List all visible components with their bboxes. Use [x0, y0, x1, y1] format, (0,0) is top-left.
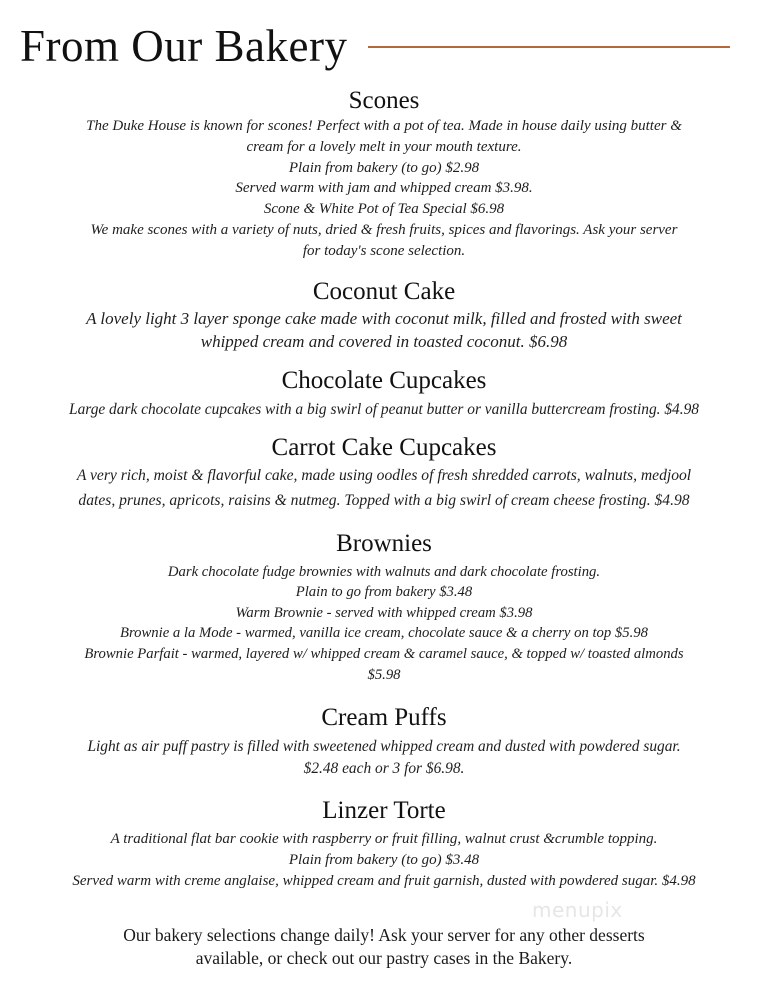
section-description	[20, 116, 748, 262]
footer-line: Our bakery selections change daily! Ask your server for any other desserts	[123, 925, 645, 945]
description-line: for today's scone selection.	[302, 242, 466, 259]
description-line: whipped cream and covered in toasted coconut. $6.98	[200, 331, 568, 351]
section-description	[20, 829, 748, 892]
price-line: Warm Brownie - served with whipped cream $3.98	[235, 604, 533, 621]
section-title: Cream Puffs	[321, 704, 447, 732]
page-title: From Our Bakery	[20, 21, 348, 71]
section-linzer-torte	[20, 796, 748, 892]
description-line: Dark chocolate fudge brownies with walnuts and dark chocolate frosting.	[167, 563, 601, 580]
price-line: $5.98	[367, 666, 401, 683]
section-carrot-cake-cupcakes	[20, 433, 748, 513]
description-line: A lovely light 3 layer sponge cake made with coconut milk, filled and frosted with sweet	[86, 308, 682, 328]
menu-content	[20, 86, 748, 892]
description-line: A traditional flat bar cookie with raspberry or fruit filling, walnut crust &crumble topping.	[110, 831, 658, 848]
section-description	[20, 562, 748, 686]
price-line: Served warm with creme anglaise, whipped cream and fruit garnish, dusted with powdered sugar. $4.98	[72, 873, 696, 890]
section-description	[20, 463, 748, 513]
description-line: dates, prunes, apricots, raisins & nutmeg. Topped with a big swirl of cream cheese frosting. $4.98	[78, 491, 690, 509]
price-line: $2.48 each or 3 for $6.98.	[303, 760, 465, 778]
page-header	[20, 18, 730, 74]
section-title: Scones	[348, 87, 420, 114]
description-line: Large dark chocolate cupcakes with a big swirl of peanut butter or vanilla buttercream frosting. $4.98	[69, 400, 699, 418]
section-description	[20, 736, 748, 780]
section-chocolate-cupcakes	[20, 366, 748, 421]
description-line: We make scones with a variety of nuts, dried & fresh fruits, spices and flavorings. Ask your server	[90, 221, 678, 238]
title-divider	[368, 46, 730, 48]
price-line: Brownie a la Mode - warmed, vanilla ice cream, chocolate sauce & a cherry on top $5.98	[120, 625, 648, 642]
footer-note	[20, 924, 748, 970]
section-scones	[20, 86, 748, 262]
section-description	[20, 307, 748, 353]
section-title: Chocolate Cupcakes	[281, 366, 487, 394]
description-line: The Duke House is known for scones! Perfect with a pot of tea. Made in house daily using butter &	[86, 118, 682, 134]
description-line: Light as air puff pastry is filled with sweetened whipped cream and dusted with powdered sugar.	[87, 738, 681, 756]
price-line: Plain to go from bakery $3.48	[295, 584, 473, 601]
section-cream-puffs	[20, 703, 748, 780]
watermark-logo: menupix	[532, 898, 623, 922]
footer-line: available, or check out our pastry cases in the Bakery.	[195, 948, 573, 968]
price-line: Served warm with jam and whipped cream $3.98.	[235, 180, 533, 197]
description-line: A very rich, moist & flavorful cake, made using oodles of fresh shredded carrots, walnuts, medjool	[76, 466, 692, 484]
section-brownies	[20, 529, 748, 686]
section-title: Coconut Cake	[312, 277, 456, 305]
section-coconut-cake	[20, 277, 748, 353]
section-title: Brownies	[336, 529, 432, 557]
section-title: Carrot Cake Cupcakes	[271, 433, 497, 461]
section-description	[20, 399, 748, 421]
price-line: Plain from bakery (to go) $3.48	[288, 852, 480, 869]
price-line: Scone & White Pot of Tea Special $6.98	[263, 201, 505, 218]
description-line: Brownie Parfait - warmed, layered w/ whipped cream & caramel sauce, & topped w/ toasted almonds	[84, 645, 684, 662]
description-line: cream for a lovely melt in your mouth texture.	[246, 138, 522, 155]
price-line: Plain from bakery (to go) $2.98	[288, 159, 480, 176]
section-title: Linzer Torte	[322, 797, 446, 825]
